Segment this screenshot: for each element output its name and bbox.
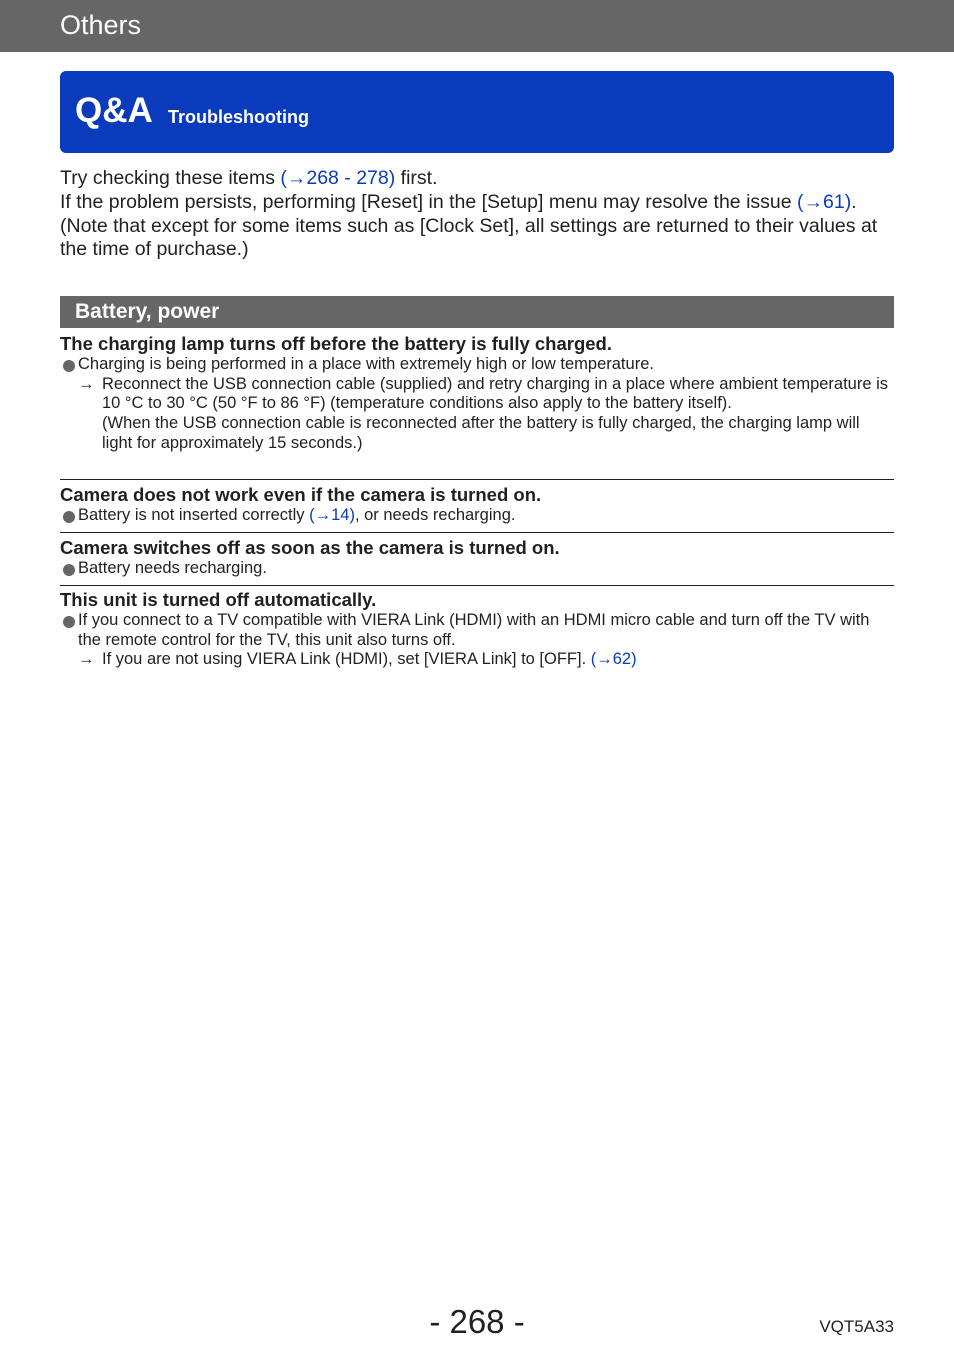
bullet-item: If you connect to a TV compatible with VIERA Link (HDMI) with an HDMI micro cable and turn off the TV with the remote control for the TV, this unit also turns off.: [60, 611, 894, 650]
page-link-62[interactable]: (→62): [590, 650, 637, 669]
section-title: Battery, power: [75, 300, 220, 323]
question: Camera does not work even if the camera is turned on.: [60, 484, 542, 505]
qa-item-auto-off: [60, 589, 894, 670]
intro-text: [60, 167, 894, 262]
divider: [60, 479, 894, 480]
bullet-dot-icon: [63, 616, 75, 628]
qa-title: Q&A: [75, 91, 153, 130]
answer: → Reconnect the USB connection cable (supplied) and retry charging in a place where ambient temperature is 10 °C to 30 °C (50 °F to 86 °F) (temperature conditions also apply to the battery itself).: [78, 374, 889, 413]
intro-line-1: Try checking these items (→268 - 278) first.: [60, 167, 438, 189]
bullet-item: Battery needs recharging.: [60, 559, 894, 579]
divider: [60, 585, 894, 586]
question: The charging lamp turns off before the battery is fully charged.: [60, 333, 613, 354]
answer-note: (When the USB connection cable is reconnected after the battery is fully charged, the charging lamp will light for approximately 15 seconds.): [102, 414, 860, 452]
qa-banner: [60, 71, 894, 153]
chapter-title: Others: [60, 10, 142, 40]
bullet-dot-icon: [63, 564, 75, 576]
page-link-268[interactable]: (→268 - 278): [280, 167, 396, 189]
page-link-14[interactable]: (→14): [309, 506, 355, 524]
intro-line-2: If the problem persists, performing [Reset] in the [Setup] menu may resolve the issue (→61). (Note that except for some items such as [Clock Set], all settings are returned to their values at the time of purchase.): [60, 190, 878, 261]
page-link-61[interactable]: (→61): [797, 190, 852, 213]
qa-item-camera-not-work: [60, 484, 894, 526]
divider: [60, 532, 894, 533]
arrow-right-icon: →: [78, 650, 95, 669]
arrow-right-icon: →: [78, 374, 95, 393]
bullet-dot-icon: [63, 360, 75, 372]
section-header-bar: [0, 0, 954, 52]
qa-subtitle: Troubleshooting: [168, 107, 309, 127]
qa-item-camera-switches-off: [60, 537, 894, 579]
bullet-item: Charging is being performed in a place with extremely high or low temperature.: [60, 355, 894, 375]
section-title-bar: [60, 296, 894, 328]
question: This unit is turned off automatically.: [60, 589, 377, 610]
qa-item-charging-lamp: [60, 333, 894, 454]
bullet-dot-icon: [63, 511, 75, 523]
question: Camera switches off as soon as the camera is turned on.: [60, 537, 560, 558]
answer: → If you are not using VIERA Link (HDMI), set [VIERA Link] to [OFF]. (→62): [78, 650, 637, 669]
page-number: - 268 -: [429, 1303, 525, 1340]
bullet-item: Battery is not inserted correctly (→14), or needs recharging.: [60, 506, 894, 526]
model-code: VQT5A33: [819, 1317, 894, 1336]
